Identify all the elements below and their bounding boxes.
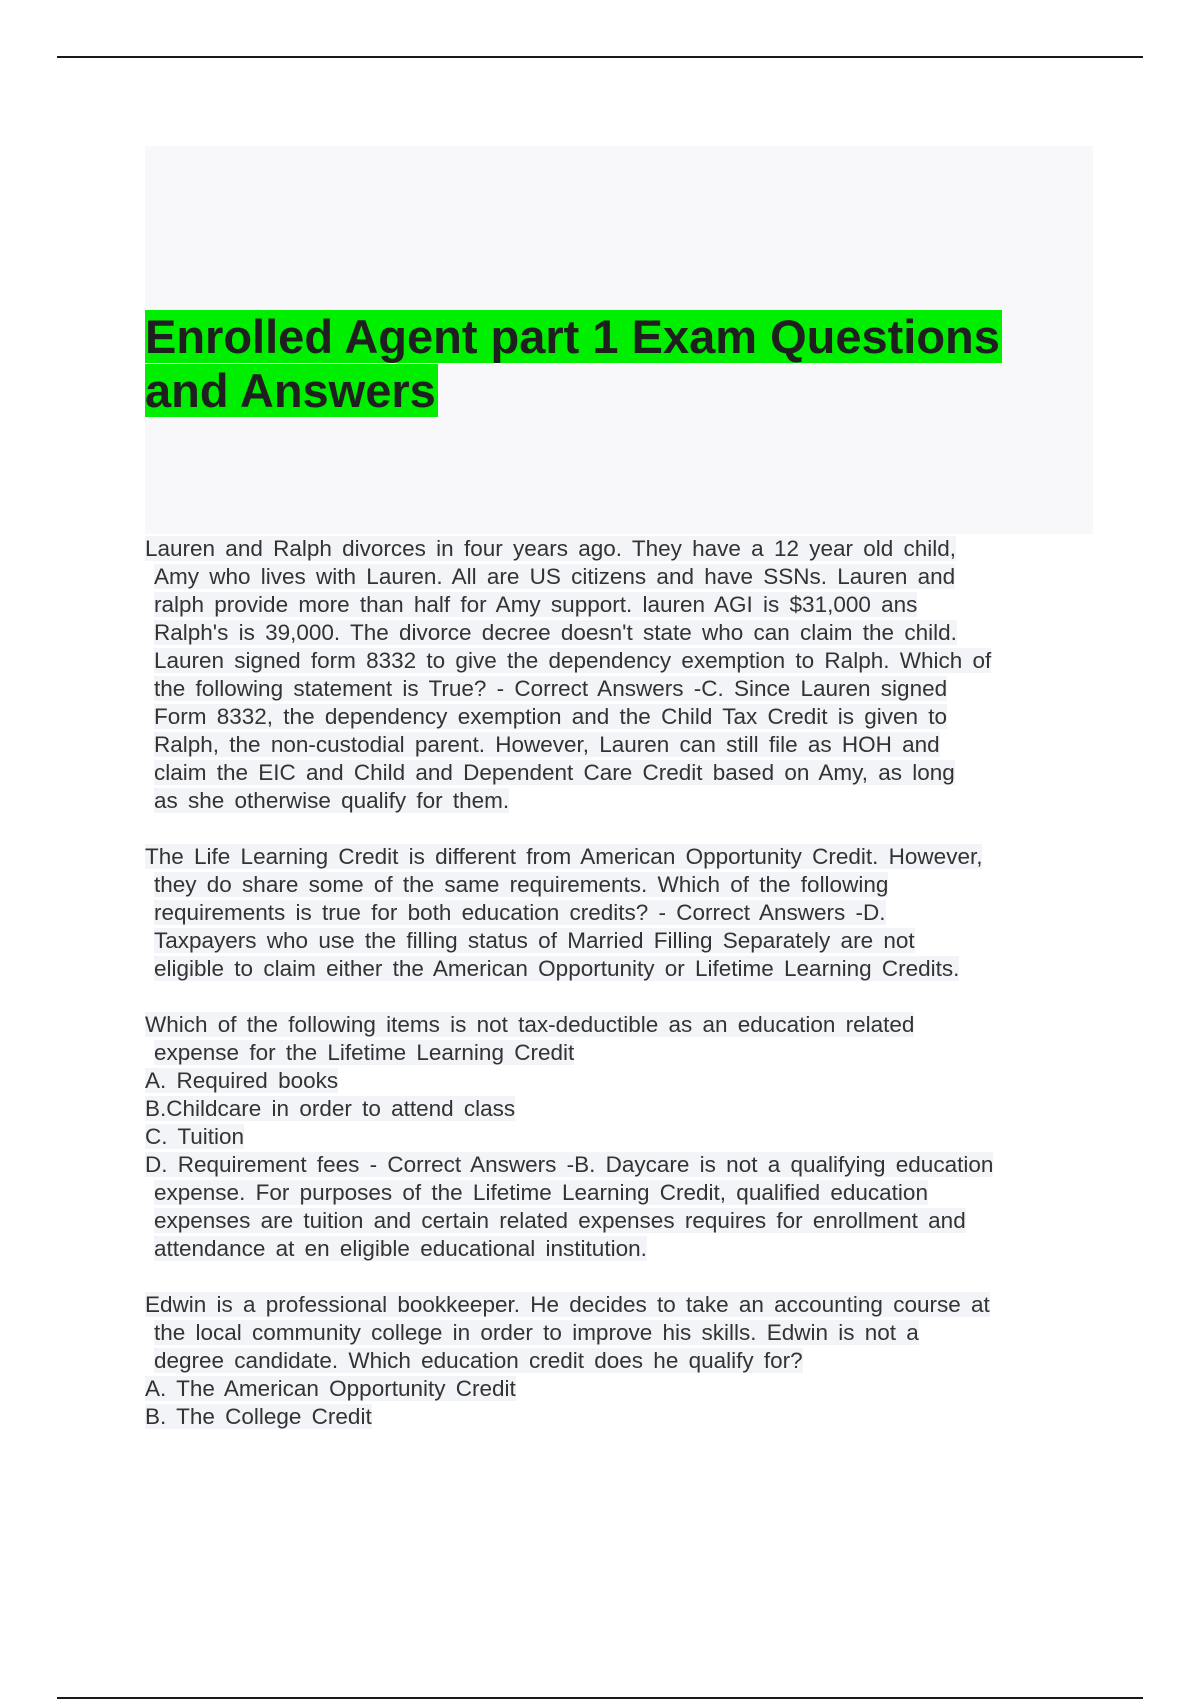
title-line-1: Enrolled Agent part 1 Exam Questions [145,310,1000,363]
text-line: the local community college in order to improve his skills. Edwin is not a [154,1320,919,1345]
qa-item-1 [145,535,1095,815]
option-b: B.Childcare in order to attend class [145,1096,516,1121]
text-line: they do share some of the same requirements. Which of the following [154,872,889,897]
bottom-rule [57,1697,1143,1699]
qa-item-3 [145,1011,1095,1263]
text-line: as she otherwise qualify for them. [154,788,510,813]
text-line: The Life Learning Credit is different from American Opportunity Credit. However, [145,844,983,869]
document-title [145,310,1002,418]
text-line: requirements is true for both education credits? - Correct Answers -D. [154,900,886,925]
text-line: Ralph's is 39,000. The divorce decree doesn't state who can claim the child. [154,620,957,645]
text-line: Taxpayers who use the filling status of Married Filling Separately are not [154,928,915,953]
text-line: ralph provide more than half for Amy support. lauren AGI is $31,000 ans [154,592,918,617]
qa-content [145,535,1095,1459]
text-line: Lauren and Ralph divorces in four years ago. They have a 12 year old child, [145,536,957,561]
text-line: Ralph, the non-custodial parent. However, Lauren can still file as HOH and [154,732,940,757]
text-line: the following statement is True? - Correct Answers -C. Since Lauren signed [154,676,948,701]
option-a: A. Required books [145,1068,339,1093]
text-line: attendance at en eligible educational institution. [154,1236,647,1261]
text-line: eligible to claim either the American Opportunity or Lifetime Learning Credits. [154,956,960,981]
qa-item-4 [145,1291,1095,1431]
top-rule [57,56,1143,58]
text-line: expense for the Lifetime Learning Credit [154,1040,575,1065]
option-c: C. Tuition [145,1124,245,1149]
option-b: B. The College Credit [145,1404,372,1429]
text-line: Amy who lives with Lauren. All are US citizens and have SSNs. Lauren and [154,564,956,589]
text-line: expenses are tuition and certain related expenses requires for enrollment and [154,1208,966,1233]
text-line: Which of the following items is not tax-deductible as an education related [145,1012,915,1037]
qa-item-2 [145,843,1095,983]
title-line-2: and Answers [145,364,436,417]
option-d: D. Requirement fees - Correct Answers -B. Daycare is not a qualifying education [145,1152,994,1177]
text-line: Lauren signed form 8332 to give the dependency exemption to Ralph. Which of [154,648,992,673]
text-line: expense. For purposes of the Lifetime Learning Credit, qualified education [154,1180,928,1205]
text-line: Form 8332, the dependency exemption and the Child Tax Credit is given to [154,704,948,729]
text-line: degree candidate. Which education credit does he qualify for? [154,1348,803,1373]
text-line: Edwin is a professional bookkeeper. He decides to take an accounting course at [145,1292,990,1317]
text-line: claim the EIC and Child and Dependent Care Credit based on Amy, as long [154,760,955,785]
option-a: A. The American Opportunity Credit [145,1376,516,1401]
